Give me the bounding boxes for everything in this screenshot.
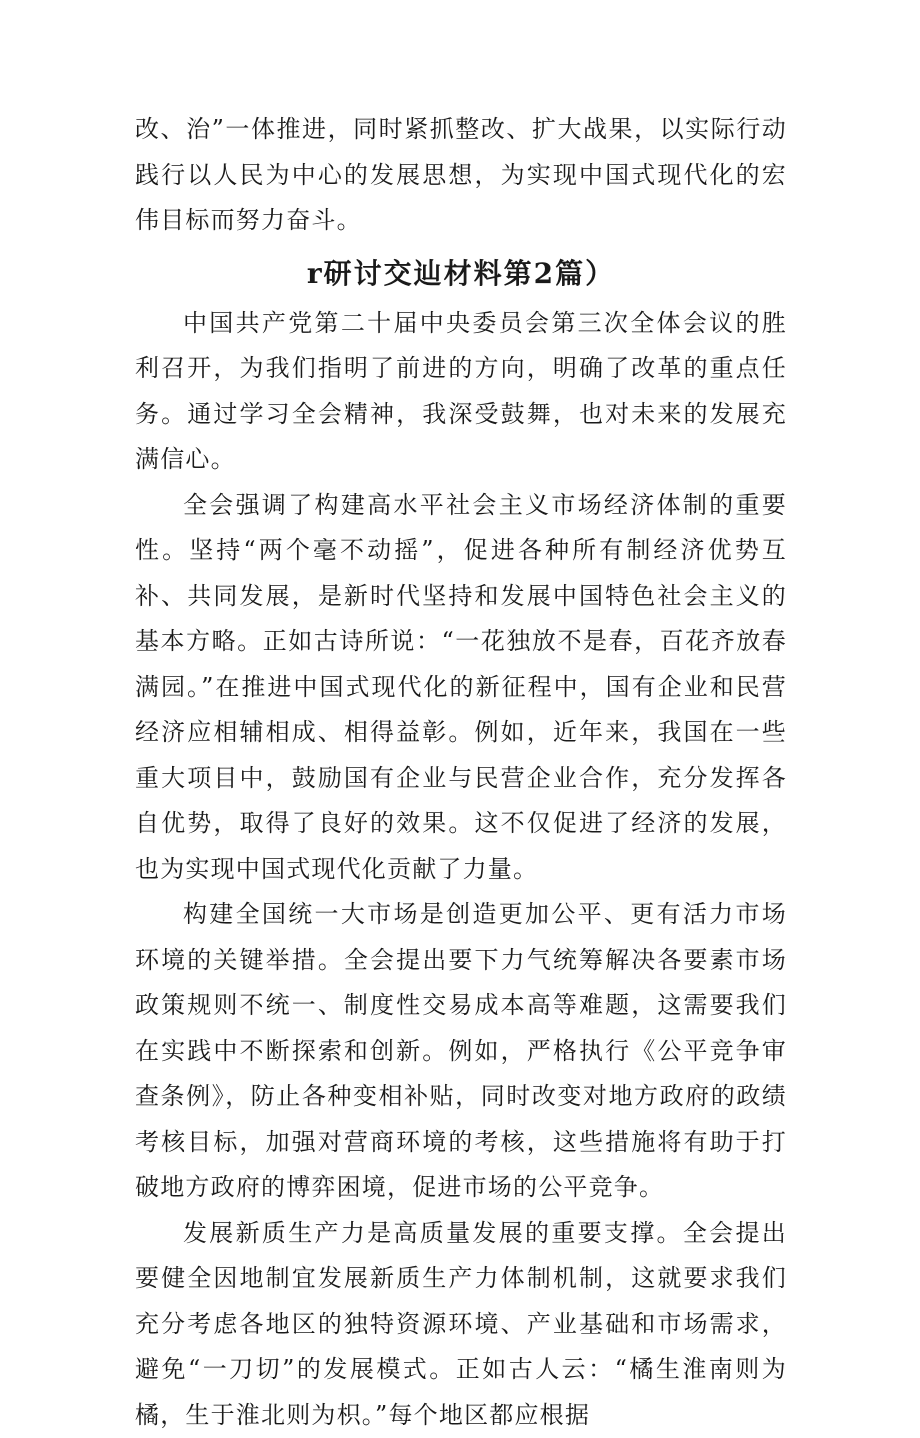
body-paragraph-3: 构建全国统一大市场是创造更加公平、更有活力市场环境的关键举措。全会提出要下力气统筹解决各要素市场政策规则不统一、制度性交易成本高等难题，这需要我们在实践中不断探索和创新。例如，严格执行《公平竞争审查条例》，防止各种变相补贴，同时改变对地方政府的政绩考核目标，加强对营商环境的考核，这些措施将有助于打破地方政府的博弈困境，促进市场的公平竞争。 xyxy=(135,892,787,1211)
body-paragraph-1: 中国共产党第二十届中央委员会第三次全体会议的胜利召开，为我们指明了前进的方向，明确了改革的重点任务。通过学习全会精神，我深受鼓舞，也对未来的发展充满信心。 xyxy=(135,301,787,483)
body-paragraph-2: 全会强调了构建高水平社会主义市场经济体制的重要性。坚持“两个毫不动摇”，促进各种所有制经济优势互补、共同发展，是新时代坚持和发展中国特色社会主义的基本方略。正如古诗所说：“一花独放不是春，百花齐放春满园。”在推进中国式现代化的新征程中，国有企业和民营经济应相辅相成、相得益彰。例如，近年来，我国在一些重大项目中，鼓励国有企业与民营企业合作，充分发挥各自优势，取得了良好的效果。这不仅促进了经济的发展，也为实现中国式现代化贡献了力量。 xyxy=(135,483,787,893)
continuation-paragraph: 改、治”一体推进，同时紧抓整改、扩大战果，以实际行动践行以人民为中心的发展思想，为实现中国式现代化的宏伟目标而努力奋斗。 xyxy=(135,107,787,244)
body-paragraph-4: 发展新质生产力是高质量发展的重要支撑。全会提出要健全因地制宜发展新质生产力体制机制，这就要求我们充分考虑各地区的独特资源环境、产业基础和市场需求，避免“一刀切”的发展模式。正如古人云：“橘生淮南则为橘，生于淮北则为枳。”每个地区都应根据 xyxy=(135,1211,787,1438)
section-title: r研讨交辿材料第2篇） xyxy=(135,252,787,296)
document-body xyxy=(135,107,787,1438)
